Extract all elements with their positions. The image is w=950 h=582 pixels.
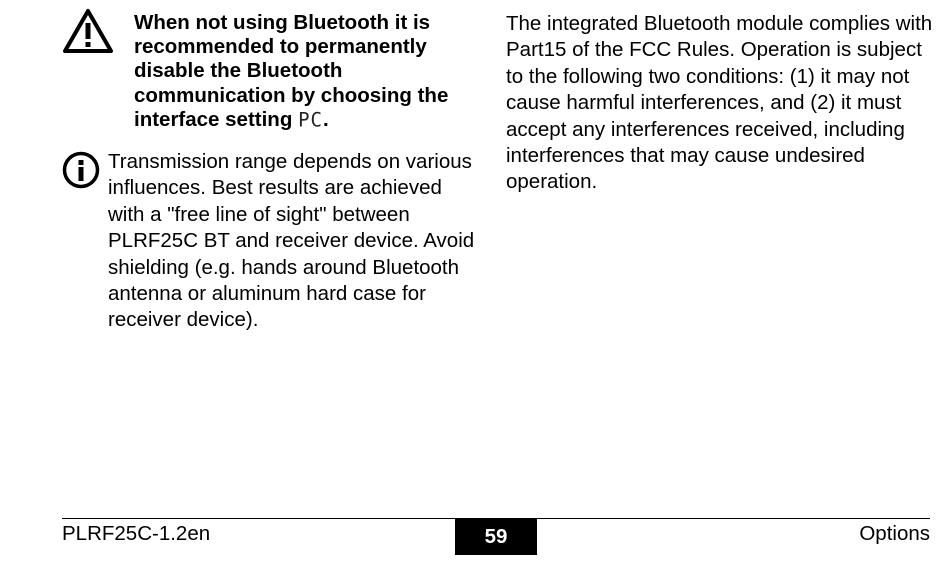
warning-note-end: .	[322, 107, 329, 131]
info-note: Transmission range depends on various influences. Best results are achieved with a "free line of sight" between PLRF25C BT and receiver device. Avoid shielding (e.g. hands around Bluetooth antenna or aluminum hard case for receiver device).	[108, 150, 475, 332]
fcc-compliance-text: The integrated Bluetooth module complies with Part15 of the FCC Rules. Operation is subject to the following two conditions: (1) it may not cause harmful interferences, and (2) it must accept any interferences received, including interferences that may cause undesired operation.	[506, 12, 933, 194]
lcd-setting-pc: PC	[298, 108, 323, 132]
footer-doc-id: PLRF25C-1.2en	[62, 522, 211, 545]
warning-note	[134, 11, 484, 132]
info-circle-icon	[62, 151, 100, 189]
page-number: 59	[484, 524, 508, 548]
warning-triangle-icon	[62, 8, 114, 54]
page-number-badge	[455, 518, 537, 555]
warning-note-text: When not using Bluetooth it is recommended to permanently disable the Bluetooth communication by choosing the interface setting	[134, 11, 449, 131]
footer-section: Options	[859, 522, 930, 545]
